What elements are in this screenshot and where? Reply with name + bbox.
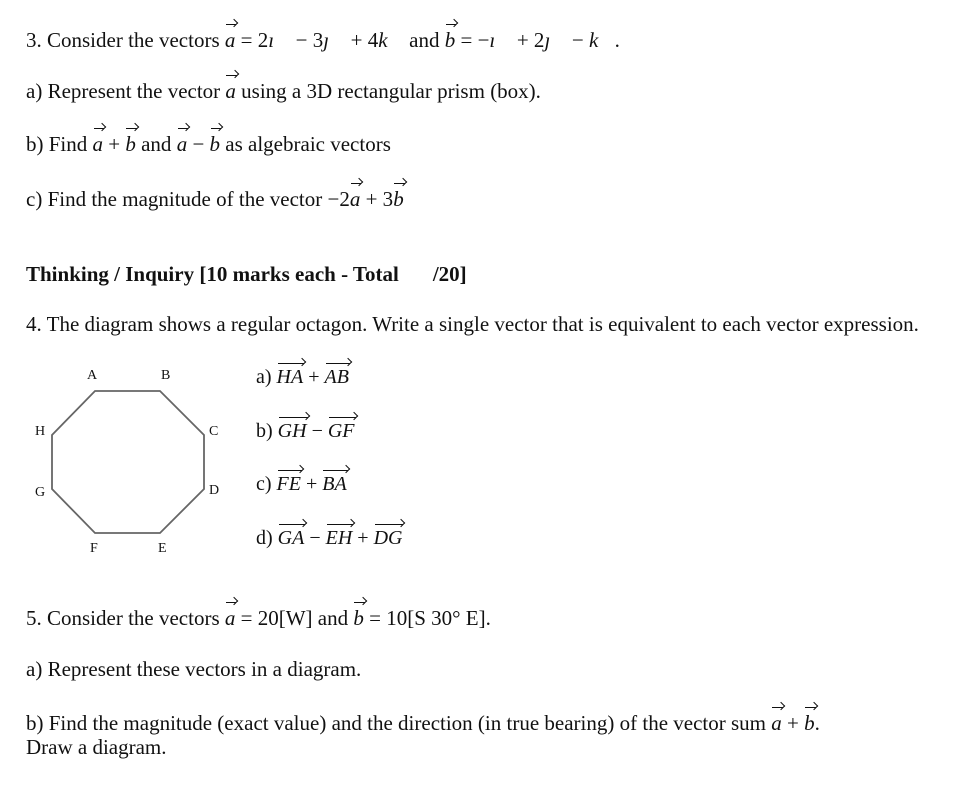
q4-option-c: c) FE + BA: [256, 473, 347, 495]
q5-part-a: a) Represent these vectors in a diagram.: [26, 657, 362, 681]
vertex-label-a: A: [87, 368, 98, 383]
vertex-label-e: E: [158, 541, 167, 556]
q5-statement: 5. Consider the vectors a = 20[W] and b = 10[S 30° E].: [26, 606, 491, 630]
q3-part-a: a) Represent the vector a using a 3D rectangular prism (box).: [26, 79, 541, 103]
vertex-label-b: B: [161, 368, 171, 383]
q3-statement: 3. Consider the vectors a = 2ı⃗ − 3ȷ⃗ + 4k⃗ and b = −ı⃗ + 2ȷ⃗ − k⃗.: [26, 28, 620, 52]
q4-statement: 4. The diagram shows a regular octagon. Write a single vector that is equivalent to each vector expression.: [26, 312, 919, 336]
octagon-diagram: [28, 365, 248, 565]
q3-part-b: b) Find a + b and a − b as algebraic vectors: [26, 132, 391, 156]
q4-option-b: b) GH − GF: [256, 420, 355, 442]
vertex-label-f: F: [90, 541, 98, 556]
vertex-label-d: D: [209, 483, 220, 498]
q4-option-d: d) GA − EH + DG: [256, 527, 403, 549]
vertex-label-h: H: [35, 424, 46, 439]
vertex-label-g: G: [35, 485, 46, 500]
q5-part-b: b) Find the magnitude (exact value) and the direction (in true bearing) of the vector sum a + b.: [26, 711, 820, 735]
q3-part-c: c) Find the magnitude of the vector −2a + 3b: [26, 187, 404, 211]
octagon-shape: [52, 391, 204, 533]
section-heading: Thinking / Inquiry [10 marks each - Total /20]: [26, 262, 467, 286]
q5-part-b-line2: Draw a diagram.: [26, 735, 167, 759]
vertex-label-c: C: [209, 424, 219, 439]
q4-option-a: a) HA + AB: [256, 366, 349, 388]
